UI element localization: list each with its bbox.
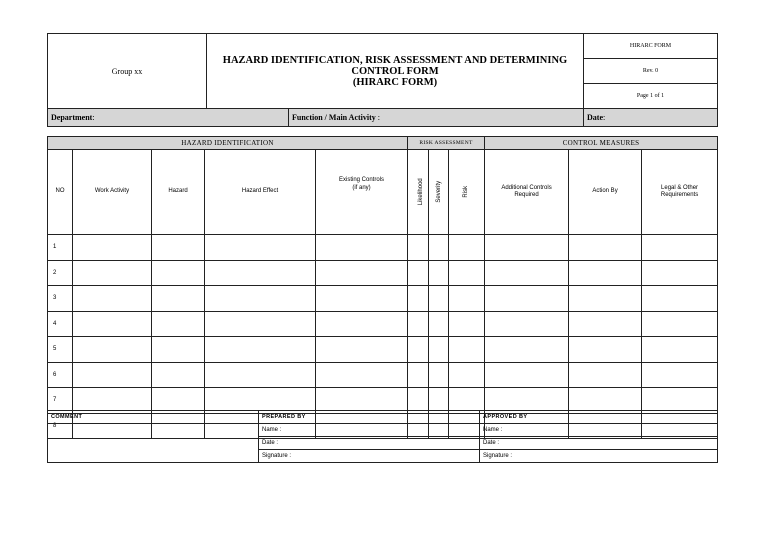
table-cell[interactable]: [449, 311, 485, 337]
col-likelihood: [408, 150, 429, 235]
table-cell[interactable]: [569, 337, 642, 363]
table-cell[interactable]: [316, 235, 408, 261]
table-cell[interactable]: [569, 311, 642, 337]
hirarc-table: [47, 136, 718, 439]
table-cell[interactable]: [569, 235, 642, 261]
row-number: 4: [48, 311, 73, 337]
form-title: [207, 34, 584, 109]
table-cell[interactable]: [73, 311, 152, 337]
table-cell[interactable]: [642, 362, 718, 388]
table-cell[interactable]: [485, 362, 569, 388]
approved-name-field[interactable]: Name :: [480, 424, 718, 437]
table-cell[interactable]: [316, 337, 408, 363]
section-risk-assessment: RISK ASSESSMENT: [408, 137, 485, 150]
col-legal-line1: Legal & Other: [661, 184, 699, 191]
table-row: [48, 260, 718, 286]
col-no: NO: [48, 150, 73, 235]
table-cell[interactable]: [449, 362, 485, 388]
table-cell[interactable]: [642, 286, 718, 312]
col-additional-controls: [485, 150, 569, 235]
section-control-measures: CONTROL MEASURES: [485, 137, 718, 150]
col-severity: [429, 150, 449, 235]
table-cell[interactable]: [429, 260, 449, 286]
table-cell[interactable]: [408, 337, 429, 363]
date-label: Date: [587, 113, 603, 122]
table-cell[interactable]: [205, 260, 316, 286]
row-number: 6: [48, 362, 73, 388]
table-cell[interactable]: [205, 362, 316, 388]
col-existing-controls-line1: Existing Controls: [338, 177, 385, 183]
col-likelihood-label: Likelihood: [417, 178, 424, 206]
table-cell[interactable]: [408, 260, 429, 286]
col-risk-label: Risk: [462, 186, 469, 198]
table-cell[interactable]: [485, 235, 569, 261]
table-cell[interactable]: [316, 362, 408, 388]
table-cell[interactable]: [429, 311, 449, 337]
table-cell[interactable]: [569, 286, 642, 312]
table-cell[interactable]: [429, 337, 449, 363]
table-cell[interactable]: [205, 311, 316, 337]
table-cell[interactable]: [569, 260, 642, 286]
department-value: :: [92, 113, 95, 122]
page-number: Page 1 of 1: [584, 84, 718, 109]
table-row: [48, 286, 718, 312]
table-cell[interactable]: [205, 286, 316, 312]
function-value: :: [377, 113, 381, 122]
comment-label: COMMENT: [48, 411, 259, 424]
col-legal-line2: Requirements: [660, 192, 699, 198]
table-cell[interactable]: [316, 286, 408, 312]
table-cell[interactable]: [485, 337, 569, 363]
doc-code: HIRARC FORM: [584, 34, 718, 59]
col-hazard-effect: Hazard Effect: [205, 150, 316, 235]
table-cell[interactable]: [408, 286, 429, 312]
col-risk: [449, 150, 485, 235]
table-cell[interactable]: [152, 260, 205, 286]
table-cell[interactable]: [73, 286, 152, 312]
table-cell[interactable]: [205, 235, 316, 261]
approved-by-label: APPROVED BY: [480, 411, 718, 424]
table-cell[interactable]: [485, 286, 569, 312]
prepared-name-field[interactable]: Name :: [259, 424, 480, 437]
form-rows: [48, 235, 718, 439]
col-additional-controls-line1: Additional Controls: [501, 184, 552, 191]
function-field[interactable]: [289, 109, 584, 127]
table-cell[interactable]: [73, 337, 152, 363]
row-number: 7: [48, 388, 73, 414]
table-cell[interactable]: [449, 260, 485, 286]
form-footer: [47, 410, 718, 463]
table-row: [48, 337, 718, 363]
col-existing-controls: [316, 150, 408, 235]
table-cell[interactable]: [449, 337, 485, 363]
department-label: Department: [51, 113, 93, 122]
table-row: [48, 235, 718, 261]
table-cell[interactable]: [408, 362, 429, 388]
table-cell[interactable]: [429, 362, 449, 388]
approved-date-field[interactable]: Date :: [480, 437, 718, 450]
table-cell[interactable]: [449, 235, 485, 261]
table-cell[interactable]: [152, 235, 205, 261]
table-cell[interactable]: [429, 286, 449, 312]
table-cell[interactable]: [316, 311, 408, 337]
table-row: [48, 311, 718, 337]
table-cell[interactable]: [73, 235, 152, 261]
prepared-by-label: PREPARED BY: [259, 411, 480, 424]
table-cell[interactable]: [642, 260, 718, 286]
table-cell[interactable]: [408, 235, 429, 261]
table-cell[interactable]: [642, 235, 718, 261]
table-cell[interactable]: [152, 362, 205, 388]
date-value: :: [603, 113, 606, 122]
prepared-signature-field[interactable]: Signature :: [259, 450, 480, 463]
col-existing-controls-line2: (if any): [352, 184, 371, 191]
prepared-date-field[interactable]: Date :: [259, 437, 480, 450]
form-title-line2: CONTROL FORM: [351, 65, 439, 77]
table-cell[interactable]: [485, 311, 569, 337]
table-cell[interactable]: [642, 311, 718, 337]
group-name: Group xx: [48, 34, 207, 109]
table-cell[interactable]: [73, 260, 152, 286]
form-title-line1: HAZARD IDENTIFICATION, RISK ASSESSMENT AND DETERMINING: [222, 54, 568, 66]
col-hazard: Hazard: [152, 150, 205, 235]
table-cell[interactable]: [429, 235, 449, 261]
function-label: Function / Main Activity: [292, 113, 376, 122]
col-action-by: Action By: [569, 150, 642, 235]
row-number: 5: [48, 337, 73, 363]
col-legal-requirements: [642, 150, 718, 235]
row-number: 1: [48, 235, 73, 261]
comment-field[interactable]: [48, 424, 259, 463]
approved-signature-field[interactable]: Signature :: [480, 450, 718, 463]
form-header: [47, 33, 718, 127]
table-cell[interactable]: [485, 260, 569, 286]
table-cell[interactable]: [152, 311, 205, 337]
table-cell[interactable]: [152, 337, 205, 363]
table-cell[interactable]: [316, 260, 408, 286]
row-number: 3: [48, 286, 73, 312]
col-work-activity: Work Activity: [73, 150, 152, 235]
table-cell[interactable]: [152, 286, 205, 312]
table-cell[interactable]: [449, 286, 485, 312]
col-additional-controls-line2: Required: [514, 192, 539, 198]
date-field[interactable]: [584, 109, 718, 127]
table-cell[interactable]: [642, 337, 718, 363]
row-number: 2: [48, 260, 73, 286]
table-cell[interactable]: [408, 311, 429, 337]
table-row: [48, 362, 718, 388]
table-cell[interactable]: [73, 362, 152, 388]
section-hazard-identification: HAZARD IDENTIFICATION: [48, 137, 408, 150]
row-number: 8: [48, 413, 73, 439]
department-field[interactable]: [48, 109, 289, 127]
form-title-line3: (HIRARC FORM): [352, 76, 438, 88]
table-cell[interactable]: [205, 337, 316, 363]
table-cell[interactable]: [569, 362, 642, 388]
col-severity-label: Severity: [436, 181, 443, 203]
revision: Rev. 0: [584, 59, 718, 84]
